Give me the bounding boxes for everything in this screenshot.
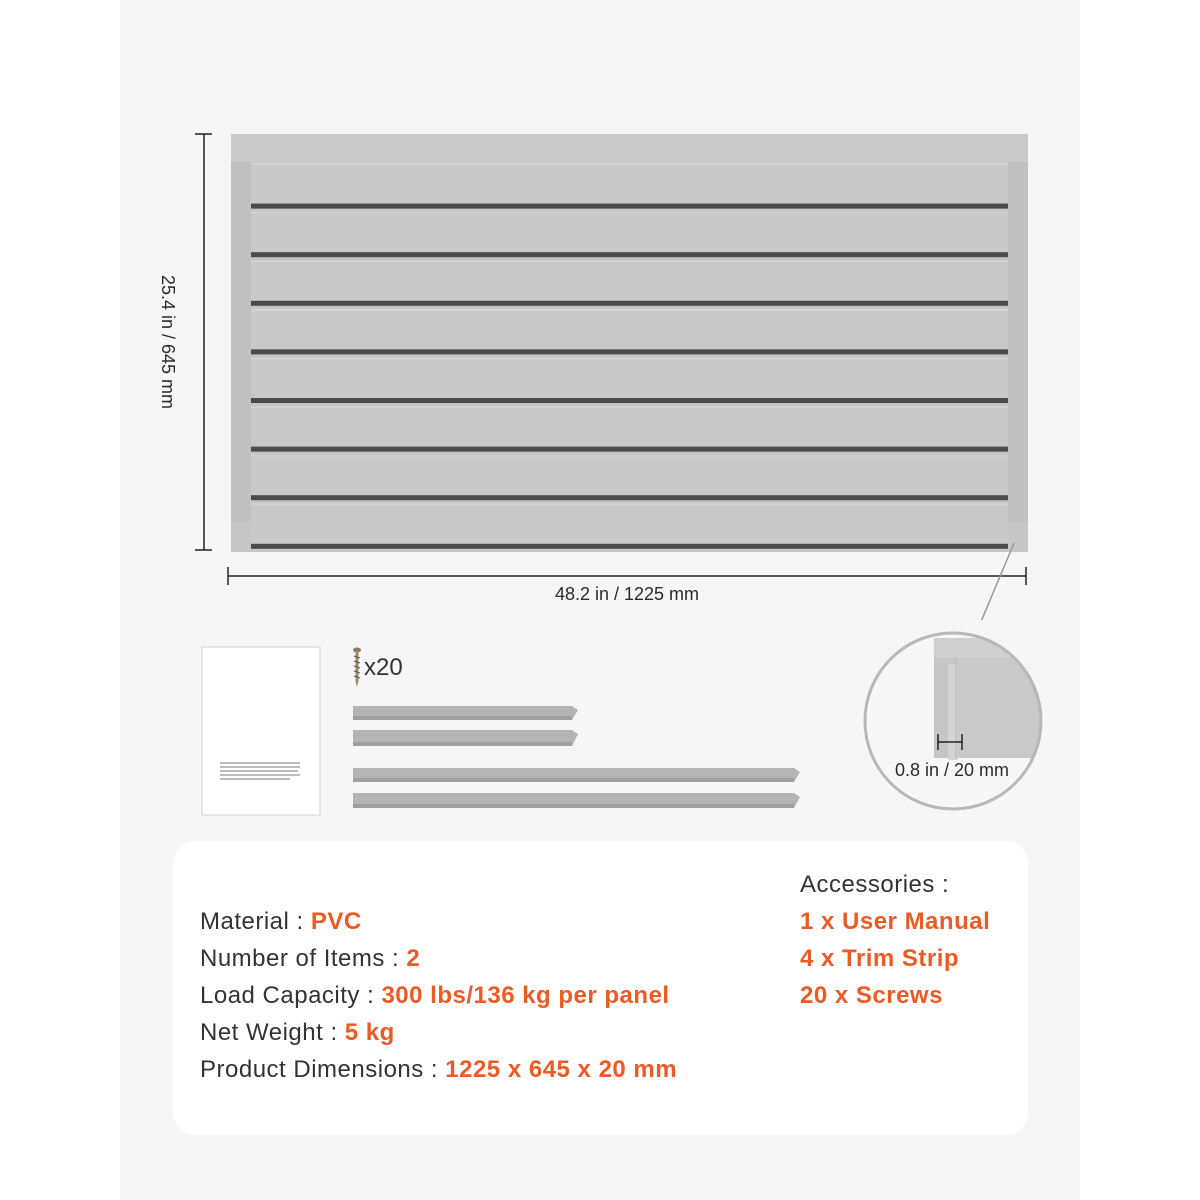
panel-groove	[251, 252, 1008, 257]
screw-icon	[350, 646, 364, 688]
panel-slat-highlight	[251, 357, 1008, 359]
accessory-item: 1 x User Manual	[800, 908, 991, 935]
spec-value: 2	[406, 945, 421, 972]
spec-label: Net Weight :	[200, 1019, 345, 1046]
user-manual-image	[200, 645, 324, 817]
spec-label: Number of Items :	[200, 945, 407, 972]
panel-slat	[251, 163, 1008, 204]
panel-slat-highlight	[251, 406, 1008, 408]
panel-slat-highlight	[251, 260, 1008, 262]
panel-groove	[251, 544, 1008, 549]
spec-value: 300 lbs/136 kg per panel	[381, 982, 670, 1009]
panel-slat-highlight	[251, 163, 1008, 165]
spec-load-capacity	[200, 982, 670, 1010]
panel-slat-highlight	[251, 212, 1008, 214]
panel-groove	[251, 301, 1008, 306]
panel-slat-highlight	[251, 503, 1008, 505]
spec-value: 5 kg	[344, 1019, 395, 1046]
height-dimension-label: 25.4 in / 645 mm	[158, 274, 178, 410]
spec-value: 1225 x 645 x 20 mm	[445, 1056, 678, 1083]
panel-slat	[251, 503, 1008, 544]
accessory-item: 4 x Trim Strip	[800, 945, 960, 972]
spec-net-weight	[200, 1019, 395, 1047]
spec-label: Load Capacity :	[200, 982, 382, 1009]
panel-groove	[251, 204, 1008, 209]
panel-groove	[251, 398, 1008, 403]
panel-slat-highlight	[251, 309, 1008, 311]
screw-count-label: x20	[364, 654, 403, 681]
panel-slat	[251, 212, 1008, 253]
width-dimension-label: 48.2 in / 1225 mm	[554, 584, 700, 604]
panel-slat	[251, 406, 1008, 447]
thickness-dimension-label: 0.8 in / 20 mm	[894, 760, 1010, 780]
panel-slat	[251, 455, 1008, 496]
panel-groove	[251, 447, 1008, 452]
edge-detail-zoom	[862, 630, 1044, 812]
trim-strips-image	[350, 700, 810, 815]
spec-label: Product Dimensions :	[200, 1056, 446, 1083]
spec-material	[200, 908, 362, 936]
panel-groove	[251, 349, 1008, 354]
accessory-item: 20 x Screws	[800, 982, 943, 1009]
spec-label: Material :	[200, 908, 311, 935]
panel-slat-highlight	[251, 455, 1008, 457]
panel-slat	[251, 260, 1008, 301]
panel-groove	[251, 495, 1008, 500]
panel-slat	[251, 309, 1008, 350]
spec-product-dimensions	[200, 1056, 677, 1084]
accessories-title: Accessories :	[800, 871, 950, 898]
spec-number-of-items	[200, 945, 420, 973]
panel-slat	[251, 357, 1008, 398]
spec-value: PVC	[310, 908, 362, 935]
